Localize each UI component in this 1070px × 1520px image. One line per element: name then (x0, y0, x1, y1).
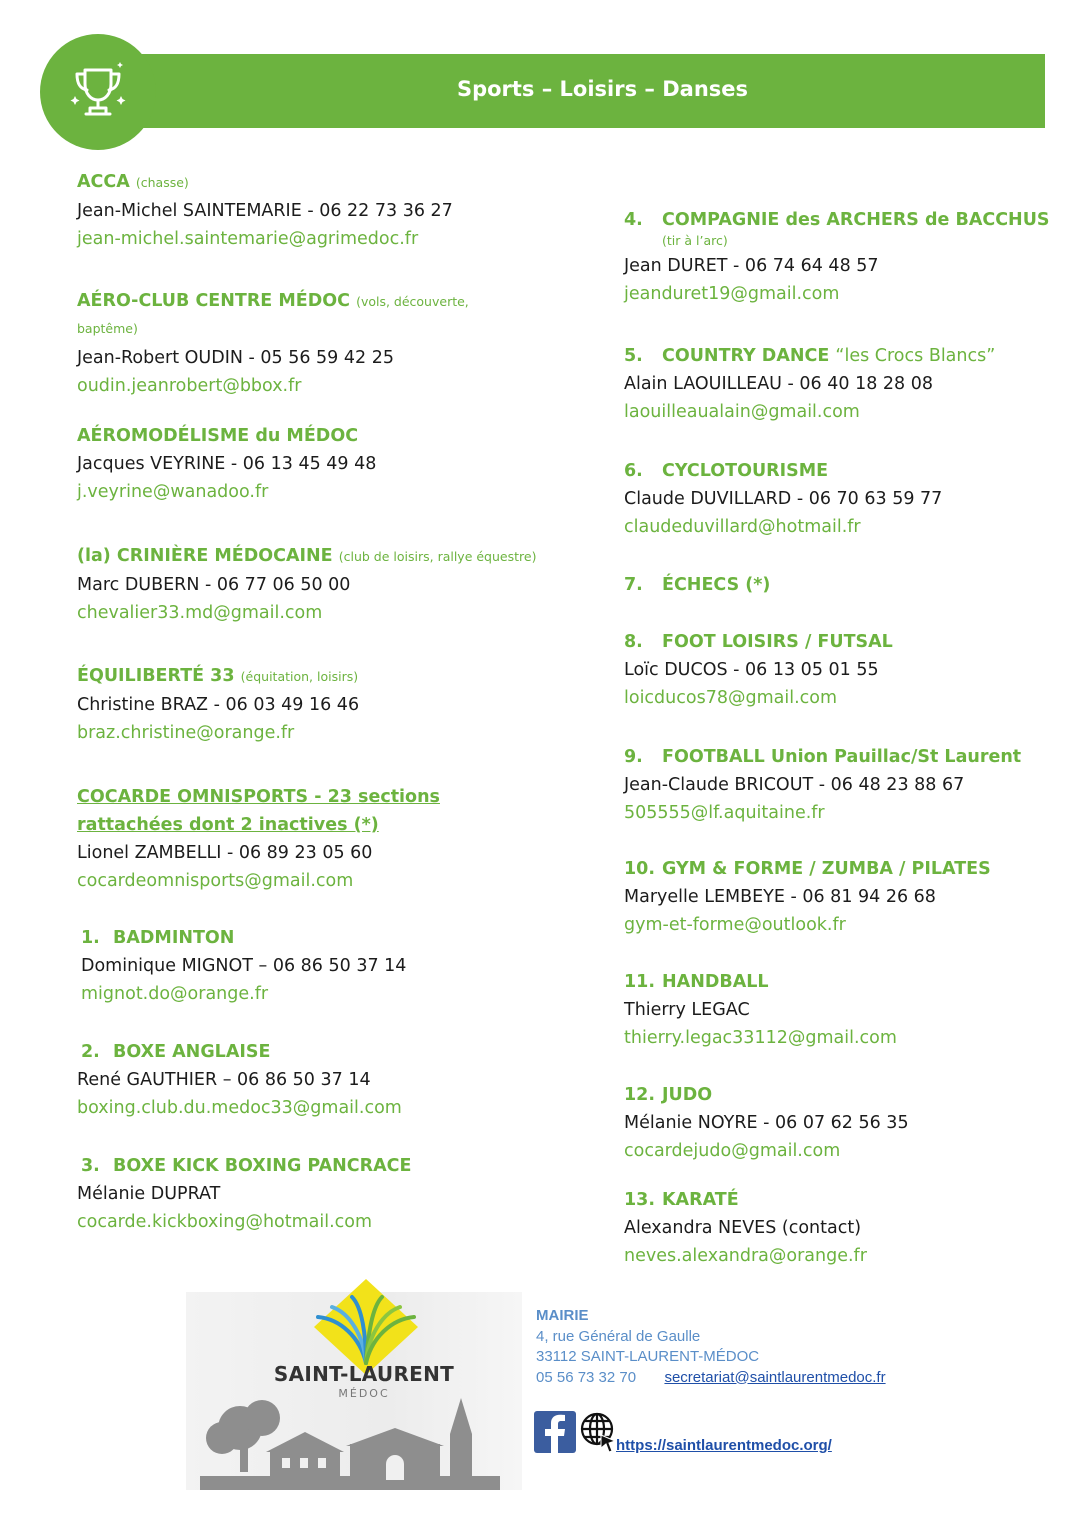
club-title: AÉRO-CLUB CENTRE MÉDOC (vols, découverte, baptême) (77, 291, 469, 336)
trophy-icon (68, 58, 128, 124)
section-country-dance (624, 342, 1070, 426)
contact-person: Mélanie NOYRE - 06 07 62 56 35 (624, 1113, 909, 1133)
mairie-contact-block (536, 1306, 886, 1388)
contact-person: Alain LAOUILLEAU - 06 40 18 28 08 (624, 374, 934, 394)
section-karate (624, 1186, 1070, 1270)
contact-email[interactable]: oudin.jeanrobert@bbox.fr (77, 376, 302, 396)
section-note: (tir à l’arc) (662, 233, 728, 248)
club-title[interactable]: COCARDE OMNISPORTS - 23 sections rattachées dont 2 inactives (*) (77, 787, 440, 835)
section-title: 2. BOXE ANGLAISE (81, 1042, 271, 1062)
website-link[interactable]: https://saintlaurentmedoc.org/ (616, 1437, 832, 1454)
mairie-address-line2: 33112 SAINT-LAURENT-MÉDOC (536, 1348, 760, 1365)
section-gym-forme (624, 855, 1070, 939)
mairie-address-line1: 4, rue Général de Gaulle (536, 1327, 701, 1345)
section-title: 7. ÉCHECS (*) (624, 575, 771, 595)
facebook-icon[interactable] (534, 1411, 576, 1453)
contact-person: Jacques VEYRINE - 06 13 45 49 48 (77, 454, 377, 474)
globe-icon[interactable] (579, 1411, 617, 1453)
contact-person: Claude DUVILLARD - 06 70 63 59 77 (624, 489, 943, 509)
contact-email[interactable]: jeanduret19@gmail.com (624, 284, 840, 304)
contact-person: Christine BRAZ - 06 03 49 16 46 (77, 695, 360, 715)
section-cyclotourisme (624, 457, 1070, 541)
contact-person: René GAUTHIER – 06 86 50 37 14 (77, 1070, 371, 1090)
header-badge (40, 34, 156, 150)
club-cocarde-omnisports (77, 783, 547, 895)
mairie-phone: 05 56 73 32 70 (536, 1368, 637, 1386)
contact-person: Marc DUBERN - 06 77 06 50 00 (77, 575, 351, 595)
contact-email[interactable]: chevalier33.md@gmail.com (77, 603, 323, 623)
contact-email[interactable]: braz.christine@orange.fr (77, 723, 295, 743)
town-name: SAINT-LAURENT (273, 1362, 455, 1386)
club-title: ÉQUILIBERTÉ 33 (équitation, loisirs) (77, 666, 359, 686)
section-header-bar (70, 54, 1045, 128)
contact-person: Maryelle LEMBEYE - 06 81 94 26 68 (624, 887, 936, 907)
contact-email[interactable]: jean-michel.saintemarie@agrimedoc.fr (77, 229, 419, 249)
section-title: 5. COUNTRY DANCE “les Crocs Blancs” (624, 346, 996, 366)
contact-person: Alexandra NEVES (contact) (624, 1218, 862, 1238)
contact-person: Jean-Claude BRICOUT - 06 48 23 88 67 (624, 775, 965, 795)
section-title: 9. FOOTBALL Union Pauillac/St Laurent (624, 747, 1022, 767)
section-foot-loisirs (624, 628, 1070, 712)
section-title: 12. JUDO (624, 1085, 713, 1105)
section-badminton (81, 924, 551, 1008)
contact-email[interactable]: thierry.legac33112@gmail.com (624, 1028, 897, 1048)
town-subtitle: MÉDOC (338, 1387, 390, 1400)
section-kick-boxing (77, 1152, 547, 1236)
contact-email[interactable]: boxing.club.du.medoc33@gmail.com (77, 1098, 402, 1118)
contact-person: Jean-Michel SAINTEMARIE - 06 22 73 36 27 (77, 201, 453, 221)
section-title: 6. CYCLOTOURISME (624, 461, 829, 481)
club-criniere-medocaine (77, 542, 547, 627)
section-echecs (624, 571, 1070, 599)
mairie-contact-line (536, 1368, 886, 1389)
section-title: 8. FOOT LOISIRS / FUTSAL (624, 632, 893, 652)
contact-email[interactable]: loicducos78@gmail.com (624, 688, 838, 708)
contact-email[interactable]: mignot.do@orange.fr (81, 984, 269, 1004)
contact-person: Thierry LEGAC (624, 1000, 750, 1020)
club-aeromodelisme (77, 422, 547, 506)
section-archers (624, 206, 1070, 308)
section-boxe-anglaise (77, 1038, 547, 1122)
section-handball (624, 968, 1070, 1052)
contact-email[interactable]: cocarde.kickboxing@hotmail.com (77, 1212, 373, 1232)
section-title: 3. BOXE KICK BOXING PANCRACE (81, 1156, 412, 1176)
contact-person: Mélanie DUPRAT (77, 1184, 221, 1204)
section-title: 1. BADMINTON (81, 928, 235, 948)
mairie-email-link[interactable]: secretariat@saintlaurentmedoc.fr (664, 1368, 886, 1386)
village-silhouette (200, 1398, 500, 1490)
section-football (624, 743, 1070, 827)
section-title: 10. GYM & FORME / ZUMBA / PILATES (624, 859, 991, 879)
contact-email[interactable]: neves.alexandra@orange.fr (624, 1246, 867, 1266)
contact-person: Dominique MIGNOT – 06 86 50 37 14 (81, 956, 407, 976)
club-aero-club (77, 288, 547, 400)
section-title: 13. KARATÉ (624, 1190, 739, 1210)
mairie-heading: MAIRIE (536, 1307, 589, 1324)
contact-person: Jean DURET - 06 74 64 48 57 (624, 256, 879, 276)
contact-person: Jean-Robert OUDIN - 05 56 59 42 25 (77, 348, 394, 368)
contact-email[interactable]: j.veyrine@wanadoo.fr (77, 482, 269, 502)
contact-email[interactable]: laouilleaualain@gmail.com (624, 402, 860, 422)
club-title: (la) CRINIÈRE MÉDOCAINE (club de loisirs, rallye équestre) (77, 546, 537, 566)
section-title: Sports – Loisirs – Danses (456, 77, 749, 101)
club-title: AÉROMODÉLISME du MÉDOC (77, 426, 359, 446)
club-equiliberte (77, 662, 547, 747)
contact-email[interactable]: cocardejudo@gmail.com (624, 1141, 841, 1161)
section-title: 4. COMPAGNIE des ARCHERS de BACCHUS (624, 210, 1050, 230)
contact-email[interactable]: claudeduvillard@hotmail.fr (624, 517, 861, 537)
contact-email[interactable]: cocardeomnisports@gmail.com (77, 871, 354, 891)
club-acca (77, 168, 547, 253)
contact-person: Loïc DUCOS - 06 13 05 01 55 (624, 660, 879, 680)
contact-email[interactable]: gym-et-forme@outlook.fr (624, 915, 846, 935)
contact-person: Lionel ZAMBELLI - 06 89 23 05 60 (77, 843, 373, 863)
contact-email[interactable]: 505555@lf.aquitaine.fr (624, 803, 825, 823)
club-title: ACCA (chasse) (77, 172, 189, 192)
section-title: 11. HANDBALL (624, 972, 769, 992)
section-judo (624, 1081, 1070, 1165)
